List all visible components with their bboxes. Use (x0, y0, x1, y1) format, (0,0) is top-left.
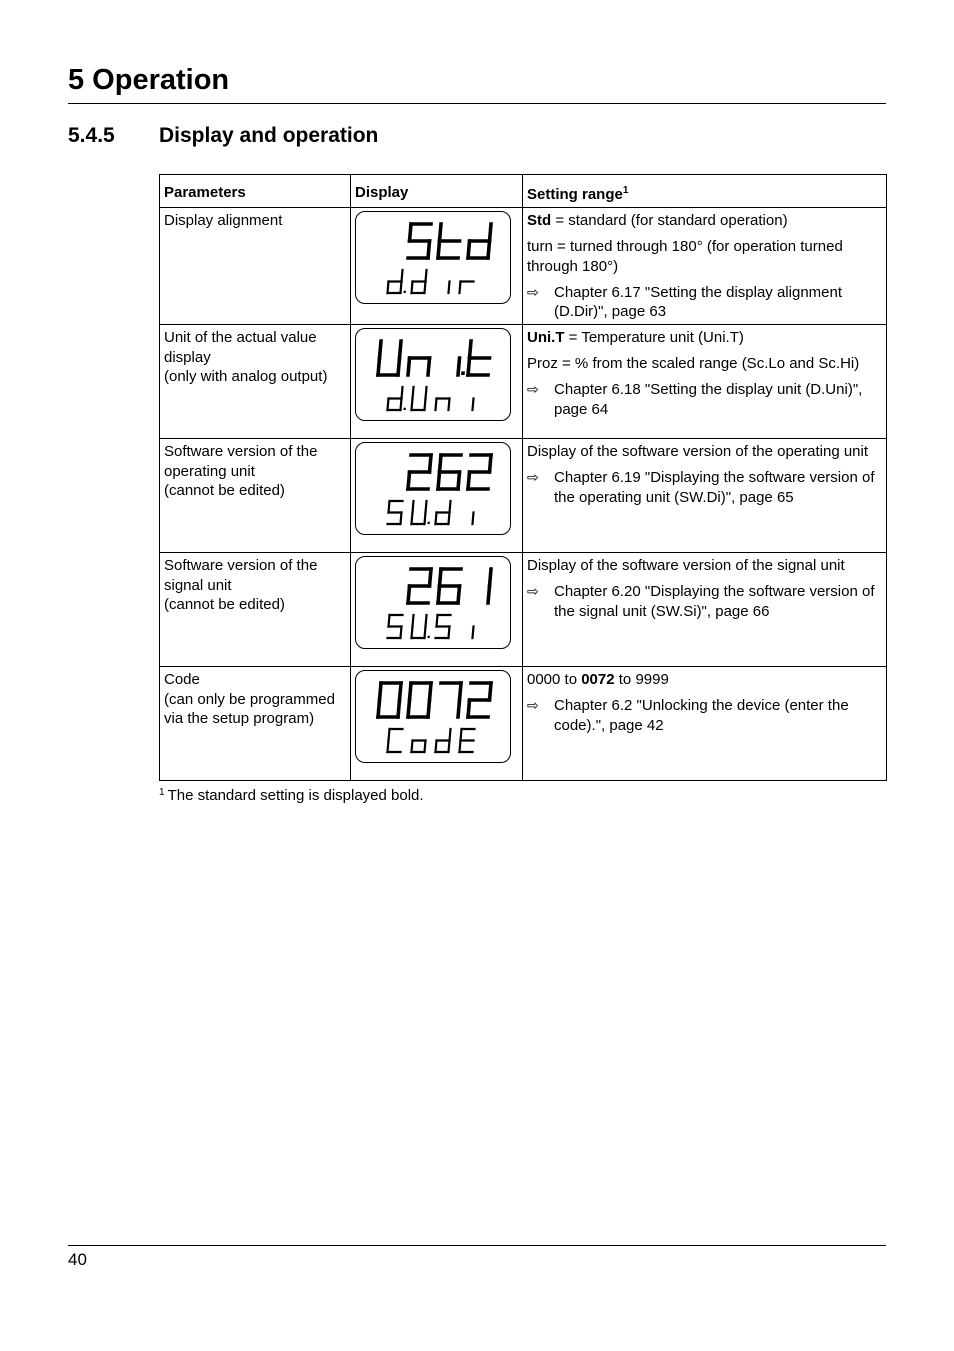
arrow-right-outline-icon: ⇨ (527, 469, 539, 485)
table-row (160, 325, 887, 439)
lcd-display (355, 556, 511, 649)
setting-line (527, 354, 882, 374)
lcd-display (355, 442, 511, 535)
lcd-bottom-char (411, 501, 431, 524)
chapter-reference (527, 468, 882, 507)
header-setting-range (523, 175, 887, 208)
lcd-top-char (488, 569, 491, 603)
parameter-cell (160, 325, 351, 439)
lcd-bottom-char (387, 615, 402, 638)
parameter-text: (can only be programmed via the setup program) (164, 690, 335, 727)
lcd-top-char (468, 455, 491, 489)
section-title: Display and operation (159, 124, 379, 147)
footnote (159, 787, 424, 804)
setting-range-cell (523, 439, 887, 553)
header-parameters: Parameters (160, 175, 351, 208)
parameter-text: (only with analog output) (164, 368, 328, 385)
chapter-reference (527, 582, 882, 621)
footnote-marker: 1 (159, 787, 165, 798)
lcd-bottom-char (411, 387, 426, 410)
lcd-bottom-char (387, 501, 402, 524)
lcd-bottom-char (435, 399, 449, 411)
chapter-reference-text: Chapter 6.17 "Setting the display alignment (D.Dir)", page 63 (554, 283, 843, 320)
lcd-top-char (438, 224, 461, 258)
setting-range-cell (523, 667, 887, 781)
chapter-reference (527, 696, 882, 735)
lcd-top-char (408, 683, 431, 717)
lcd-top-char (468, 683, 491, 717)
lcd-bottom-char (411, 615, 431, 638)
lcd-top-char (408, 358, 429, 375)
table-header-row (160, 175, 887, 208)
section-number: 5.4.5 (68, 124, 115, 147)
lcd-bottom-char (472, 627, 473, 639)
parameter-text: (cannot be edited) (164, 596, 285, 613)
lcd-bottom-char (387, 387, 407, 410)
setting-text: to 9999 (614, 671, 669, 688)
lcd-segments (356, 557, 510, 648)
chapter-reference-text: Chapter 6.18 "Setting the display unit (D.Uni)", page 64 (554, 381, 863, 418)
lcd-segments (356, 212, 510, 303)
setting-line (527, 556, 882, 576)
display-cell (351, 208, 523, 325)
lcd-bottom-char (435, 501, 450, 524)
lcd-bottom-char (459, 282, 473, 294)
lcd-bottom-char (387, 729, 402, 752)
chapter-title: 5 Operation (68, 64, 230, 96)
lcd-top-char (468, 224, 491, 258)
parameter-cell (160, 553, 351, 667)
lcd-bottom-char (435, 615, 450, 638)
lcd-bottom-char (411, 270, 426, 293)
lcd-segments (356, 443, 510, 534)
setting-default-value: Uni.T (527, 329, 565, 346)
page-number: 40 (68, 1250, 87, 1269)
header-rule (68, 103, 886, 104)
parameter-text: Software version of the operating unit (164, 443, 318, 480)
lcd-display (355, 670, 511, 763)
lcd-bottom-char (411, 741, 425, 753)
parameter-text: Unit of the actual value display (164, 329, 317, 366)
parameter-cell (160, 208, 351, 325)
lcd-top-char (438, 683, 461, 717)
lcd-bottom-char (472, 513, 473, 525)
parameter-text: Software version of the signal unit (164, 557, 318, 594)
parameter-text: Code (164, 671, 200, 688)
arrow-right-outline-icon: ⇨ (527, 697, 539, 713)
setting-text: = standard (for standard operation) (551, 212, 788, 229)
chapter-reference (527, 380, 882, 419)
lcd-top-char (378, 683, 401, 717)
arrow-right-outline-icon: ⇨ (527, 583, 539, 599)
setting-text: Display of the software version of the operating unit (527, 443, 869, 460)
setting-line (527, 211, 882, 231)
table-row (160, 439, 887, 553)
setting-range-cell (523, 325, 887, 439)
table-row (160, 553, 887, 667)
setting-line (527, 670, 882, 690)
lcd-segments (356, 671, 510, 762)
setting-text: Proz = % from the scaled range (Sc.Lo and Sc.Hi) (527, 355, 860, 372)
display-cell (351, 667, 523, 781)
display-cell (351, 325, 523, 439)
parameter-text: Display alignment (164, 212, 283, 229)
footnote-text: The standard setting is displayed bold. (167, 787, 424, 804)
lcd-top-char (458, 358, 466, 375)
parameter-cell (160, 439, 351, 553)
setting-range-cell (523, 208, 887, 325)
lcd-top-char (378, 341, 401, 375)
footer-rule (68, 1245, 886, 1246)
setting-range-cell (523, 553, 887, 667)
parameters-table (159, 174, 887, 781)
lcd-top-char (408, 224, 431, 258)
lcd-top-char (468, 341, 491, 375)
lcd-bottom-char (435, 729, 450, 752)
setting-line (527, 237, 882, 276)
lcd-top-char (438, 455, 461, 489)
setting-text: turn = turned through 180° (for operation turned through 180°) (527, 238, 843, 275)
parameter-cell (160, 667, 351, 781)
arrow-right-outline-icon: ⇨ (527, 381, 539, 397)
lcd-bottom-char (387, 270, 407, 293)
lcd-segments (356, 329, 510, 420)
arrow-right-outline-icon: ⇨ (527, 283, 539, 300)
lcd-top-char (408, 569, 431, 603)
setting-text: = Temperature unit (Uni.T) (564, 329, 744, 346)
lcd-bottom-char (459, 729, 474, 752)
chapter-reference (527, 283, 882, 322)
lcd-bottom-char (448, 282, 449, 294)
table-row (160, 208, 887, 325)
header-display: Display (351, 175, 523, 208)
chapter-reference-text: Chapter 6.2 "Unlocking the device (enter the code).", page 42 (554, 697, 849, 734)
display-cell (351, 553, 523, 667)
footnote-ref-marker: 1 (622, 185, 629, 197)
lcd-display (355, 328, 511, 421)
lcd-display (355, 211, 511, 304)
setting-default-value: 0072 (581, 671, 615, 688)
setting-default-value: Std (527, 212, 552, 229)
setting-text: Display of the software version of the signal unit (527, 557, 845, 574)
chapter-reference-text: Chapter 6.19 "Displaying the software version of the operating unit (SW.Di)", page 65 (554, 469, 875, 506)
setting-line (527, 442, 882, 462)
setting-text-before: 0000 to (527, 671, 582, 688)
chapter-reference-text: Chapter 6.20 "Displaying the software version of the signal unit (SW.Si)", page 66 (554, 583, 875, 620)
header-setting-range-label: Setting range (527, 186, 623, 204)
parameter-text: (cannot be edited) (164, 482, 285, 499)
setting-line (527, 328, 882, 348)
lcd-top-char (408, 455, 431, 489)
table-row (160, 667, 887, 781)
lcd-top-char (438, 569, 461, 603)
lcd-bottom-char (472, 399, 473, 411)
display-cell (351, 439, 523, 553)
